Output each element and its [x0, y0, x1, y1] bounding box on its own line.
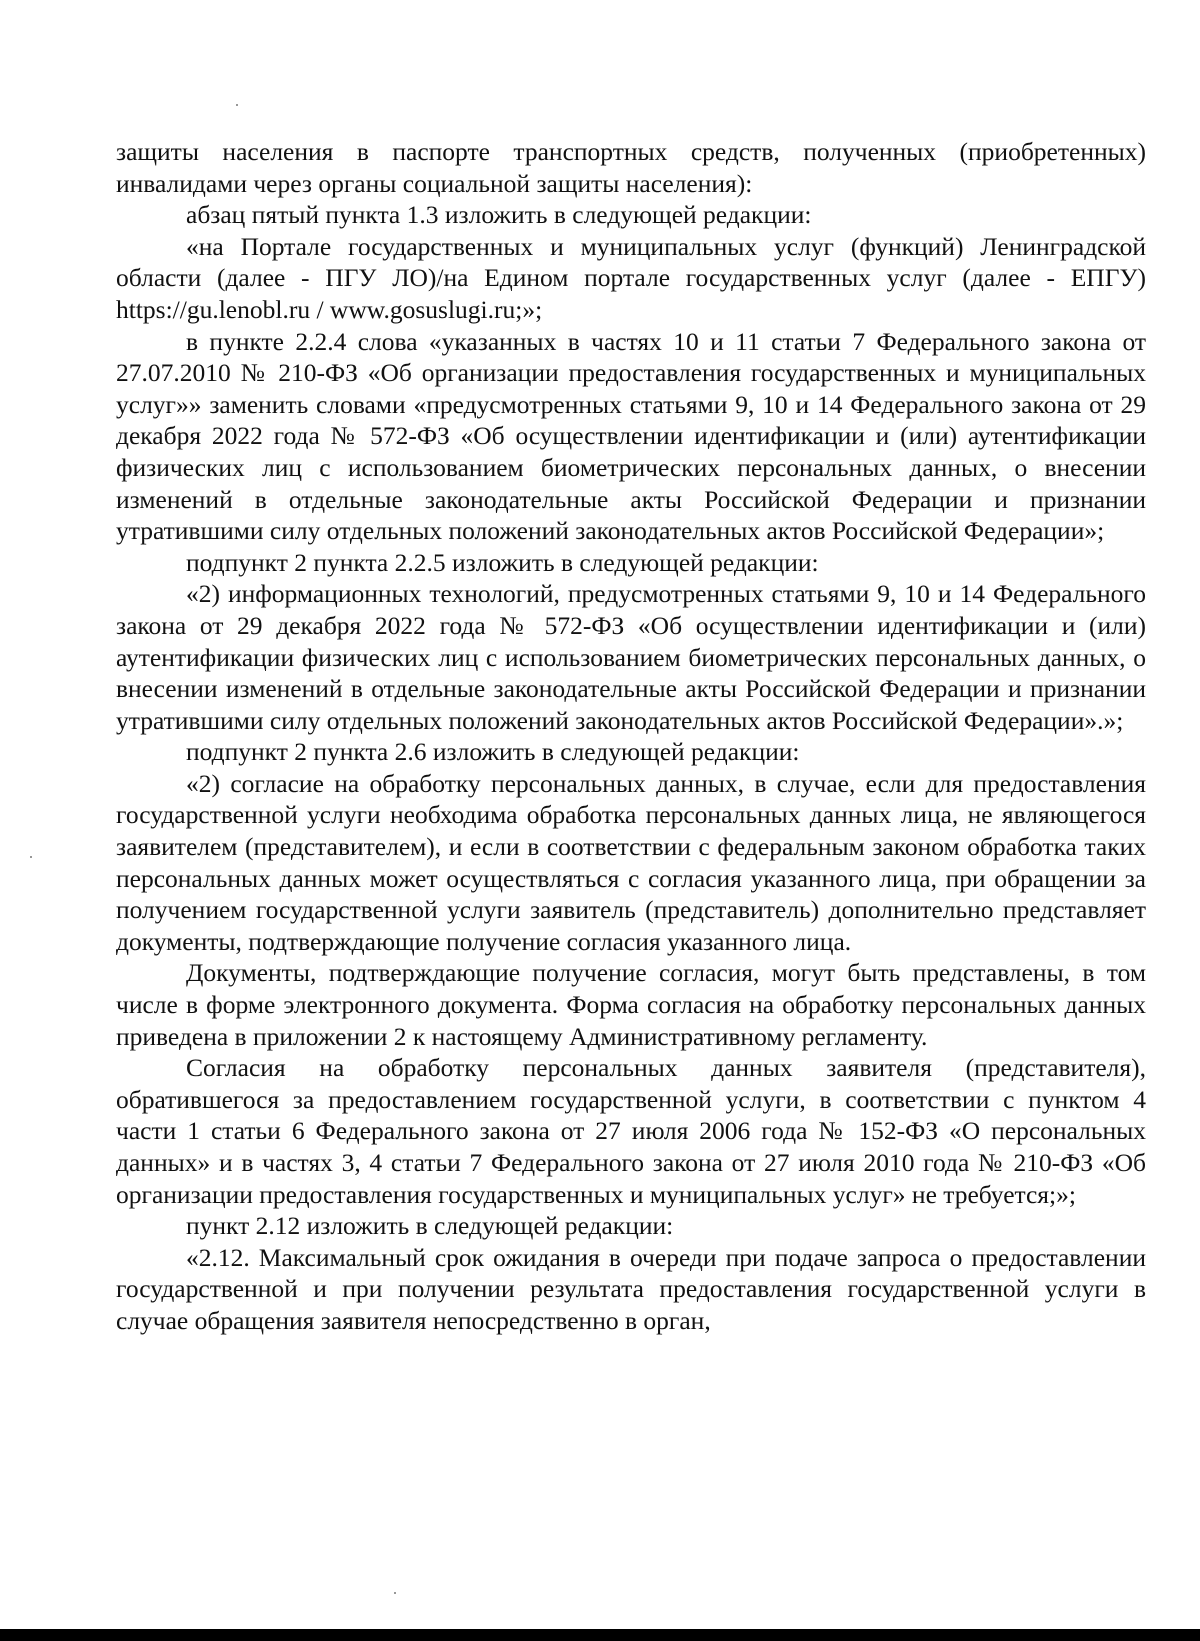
- paragraph-instruction-2-2-5: подпункт 2 пункта 2.2.5 изложить в следующей редакции:: [186, 547, 819, 577]
- scan-speck: [236, 104, 238, 106]
- paragraph-2-12-text: «2.12. Максимальный срок ожидания в очереди при подаче запроса о предоставлении государственной и при получении результата предоставления государственной услуги в случае обращения заявителя непосредственно в орган,: [116, 1242, 1146, 1335]
- paragraph-instruction-2-12: пункт 2.12 изложить в следующей редакции:: [186, 1211, 674, 1241]
- paragraph-2-2-5-text: «2) информационных технологий, предусмотренных статьями 9, 10 и 14 Федерального закона от 29 декабря 2022 года № 572-ФЗ «Об осуществлении идентификации и (или) аутентификации физических лиц с использованием биометрических персональных данных, о внесении изменений в отдельные законодательные акты Российской Федерации и признании утратившими силу отдельных положений законодательных актов Российской Федерации».»;: [116, 579, 1146, 735]
- scan-bottom-edge: [0, 1629, 1200, 1641]
- paragraph-consent-documents: Документы, подтверждающие получение согласия, могут быть представлены, в том числе в форме электронного документа. Форма согласия на обработку персональных данных приведена в приложении 2 к настоящему Административному регламенту.: [116, 958, 1146, 1051]
- paragraph-instruction-2-6: подпункт 2 пункта 2.6 изложить в следующей редакции:: [186, 737, 800, 767]
- paragraph-portal-text: «на Портале государственных и муниципальных услуг (функций) Ленинградской области (далее - ПГУ ЛО)/на Едином портале государственных услуг (далее - ЕПГУ) https://gu.lenobl.ru / www.gosuslugi.ru;»;: [116, 231, 1146, 324]
- document-body: [116, 136, 1146, 1337]
- paragraph-2-2-4: в пункте 2.2.4 слова «указанных в частях 10 и 11 статьи 7 Федерального закона от 27.07.2010 № 210-ФЗ «Об организации предоставления государственных и муниципальных услуг»» заменить словами «предусмотренных статьями 9, 10 и 14 Федерального закона от 29 декабря 2022 года № 572-ФЗ «Об осуществлении идентификации и (или) аутентификации физических лиц с использованием биометрических персональных данных, о внесении изменений в отдельные законодательные акты Российской Федерации и признании утратившими силу отдельных положений законодательных актов Российской Федерации»;: [116, 326, 1146, 546]
- scan-speck: [394, 1592, 396, 1594]
- scan-speck: [30, 856, 32, 858]
- paragraph-continuation: защиты населения в паспорте транспортных средств, полученных (приобретенных) инвалидами через органы социальной защиты населения):: [116, 137, 1146, 198]
- paragraph-consent-not-required: Согласия на обработку персональных данных заявителя (представителя), обратившегося за предоставлением государственной услуги, в соответствии с пунктом 4 части 1 статьи 6 Федерального закона от 27 июля 2006 года № 152-ФЗ «О персональных данных» и в частях 3, 4 статьи 7 Федерального закона от 27 июля 2010 года № 210-ФЗ «Об организации предоставления государственных и муниципальных услуг» не требуется;»;: [116, 1053, 1146, 1209]
- paragraph-2-6-text: «2) согласие на обработку персональных данных, в случае, если для предоставления государственной услуги необходима обработка персональных данных лица, не являющегося заявителем (представителем), и если в соответствии с федеральным законом обработка таких персональных данных может осуществляться с согласия указанного лица, при обращении за получением государственной услуги заявитель (представитель) дополнительно представляет документы, подтверждающие получение согласия указанного лица.: [116, 768, 1146, 956]
- paragraph-instruction-1-3: абзац пятый пункта 1.3 изложить в следующей редакции:: [186, 200, 812, 230]
